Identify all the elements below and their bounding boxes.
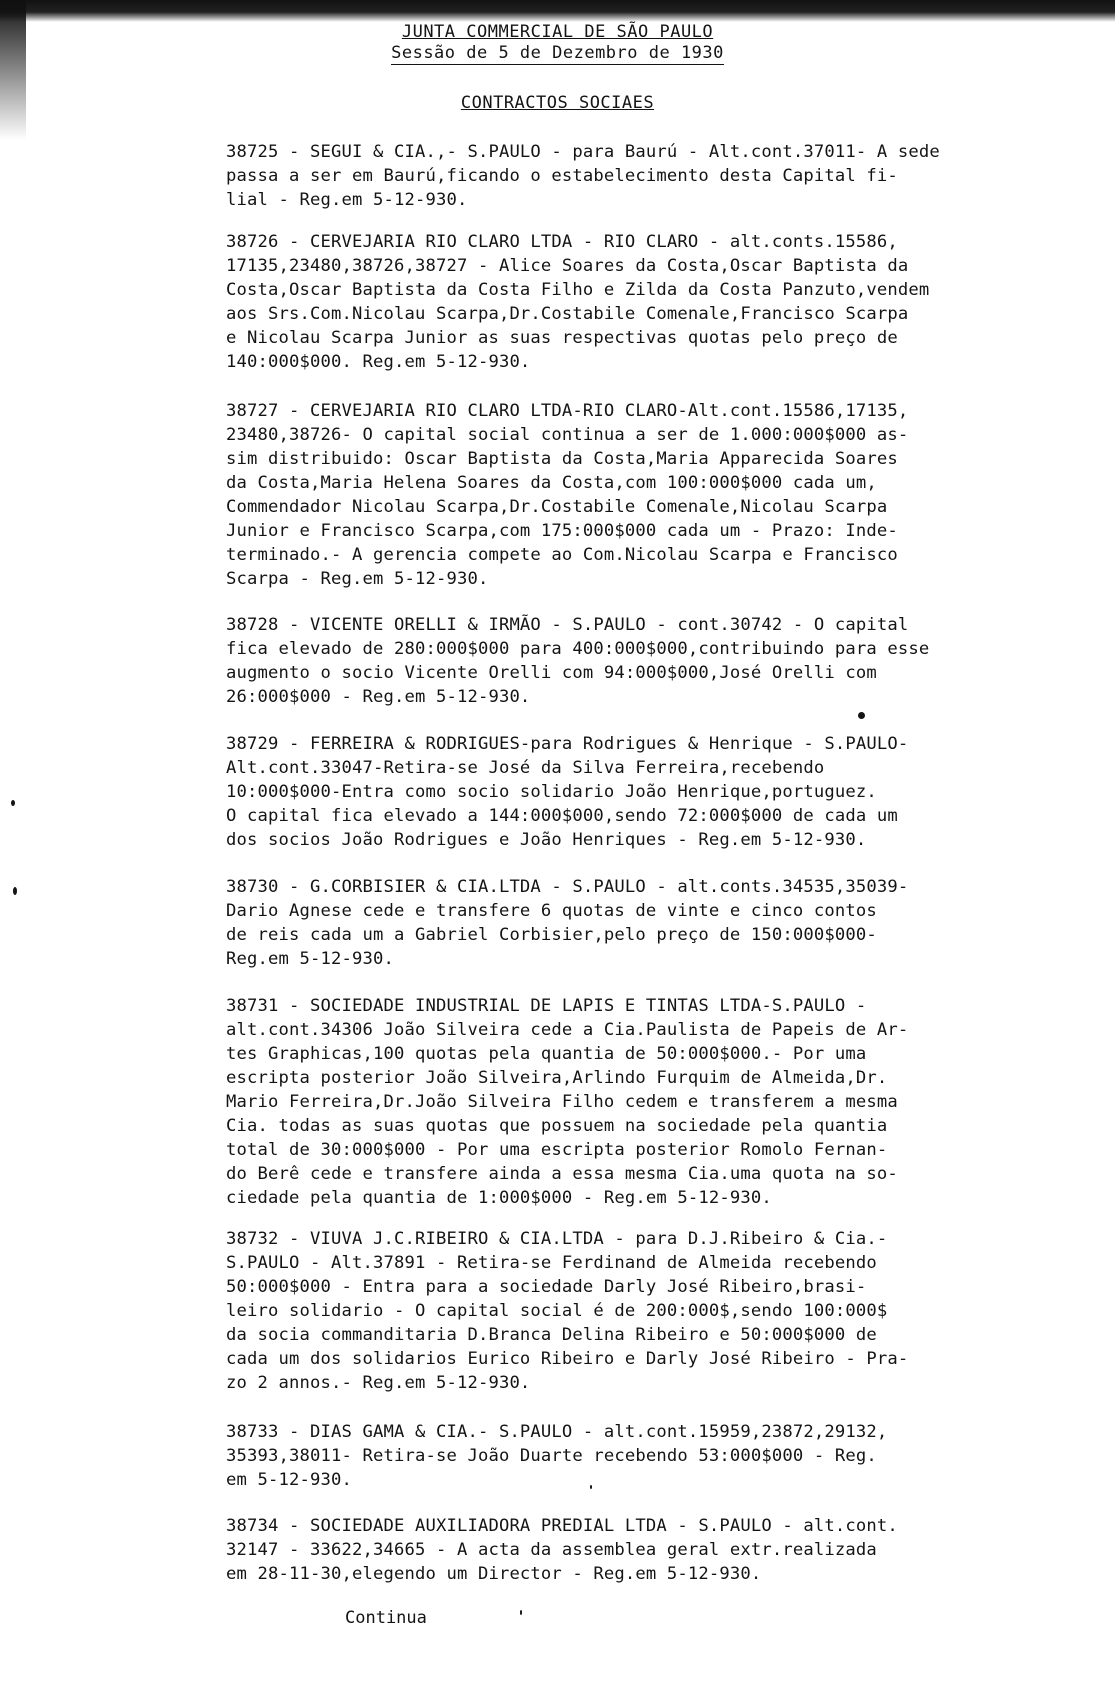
- entry-line: Junior e Francisco Scarpa,com 175:000$000 cada um - Prazo: Inde-: [226, 521, 898, 541]
- header-title: [0, 22, 1115, 42]
- entry-line: sim distribuido: Oscar Baptista da Costa,Maria Apparecida Soares: [226, 449, 898, 469]
- ink-speck: [13, 887, 17, 895]
- entry-line: em 5-12-930.: [226, 1470, 352, 1490]
- entry-line: do Berê cede e transfere ainda a essa mesma Cia.uma quota na so-: [226, 1164, 898, 1184]
- entry-line: aos Srs.Com.Nicolau Scarpa,Dr.Costabile Comenale,Francisco Scarpa: [226, 304, 909, 324]
- entry-line: Alt.cont.33047-Retira-se José da Silva Ferreira,recebendo: [226, 758, 825, 778]
- entry-line: em 28-11-30,elegendo um Director - Reg.em 5-12-930.: [226, 1564, 762, 1584]
- entry-line: Mario Ferreira,Dr.João Silveira Filho cedem e transferem a mesma: [226, 1092, 898, 1112]
- entry-line: dos socios João Rodrigues e João Henriques - Reg.em 5-12-930.: [226, 830, 867, 850]
- entry-line: tes Graphicas,100 quotas pela quantia de 50:000$000.- Por uma: [226, 1044, 867, 1064]
- entry-line: augmento o socio Vicente Orelli com 94:000$000,José Orelli com: [226, 663, 877, 683]
- entry-38725: [226, 140, 1006, 212]
- entry-line: alt.cont.34306 João Silveira cede a Cia.Paulista de Papeis de Ar-: [226, 1020, 909, 1040]
- entry-line: 38726 - CERVEJARIA RIO CLARO LTDA - RIO CLARO - alt.conts.15586,: [226, 232, 898, 252]
- entry-line: 38727 - CERVEJARIA RIO CLARO LTDA-RIO CLARO-Alt.cont.15586,17135,: [226, 401, 909, 421]
- header-session-text: Sessão de 5 de Dezembro de 1930: [391, 43, 724, 63]
- entry-line: 26:000$000 - Reg.em 5-12-930.: [226, 687, 531, 707]
- entry-line: cada um dos solidarios Eurico Ribeiro e Darly José Ribeiro - Pra-: [226, 1349, 909, 1369]
- entry-line: 50:000$000 - Entra para a sociedade Darly José Ribeiro,brasi-: [226, 1277, 867, 1297]
- entry-line: e Nicolau Scarpa Junior as suas respectivas quotas pelo preço de: [226, 328, 898, 348]
- entry-line: 17135,23480,38726,38727 - Alice Soares da Costa,Oscar Baptista da: [226, 256, 909, 276]
- entry-line: zo 2 annos.- Reg.em 5-12-930.: [226, 1373, 531, 1393]
- entry-line: Costa,Oscar Baptista da Costa Filho e Zilda da Costa Panzuto,vendem: [226, 280, 930, 300]
- entry-line: 38734 - SOCIEDADE AUXILIADORA PREDIAL LTDA - S.PAULO - alt.cont.: [226, 1516, 898, 1536]
- scan-border-left: [0, 0, 26, 140]
- section-title-text: CONTRACTOS SOCIAES: [460, 93, 655, 113]
- scan-border-top: [0, 0, 1115, 22]
- entry-38730: [226, 875, 1006, 971]
- entry-38727: [226, 399, 1006, 591]
- entry-line: da Costa,Maria Helena Soares da Costa,com 100:000$000 cada um,: [226, 473, 877, 493]
- continua-footer: Continua: [345, 1608, 427, 1628]
- entry-line: Cia. todas as suas quotas que possuem na sociedade pela quantia: [226, 1116, 888, 1136]
- entry-line: total de 30:000$000 - Por uma escripta posterior Romolo Fernan-: [226, 1140, 888, 1160]
- entry-38733: [226, 1420, 1006, 1492]
- header-title-text: JUNTA COMMERCIAL DE SÃO PAULO: [401, 22, 714, 42]
- entry-line: 35393,38011- Retira-se João Duarte recebendo 53:000$000 - Reg.: [226, 1446, 877, 1466]
- entry-38734: [226, 1514, 1006, 1586]
- entry-line: Dario Agnese cede e transfere 6 quotas de vinte e cinco contos: [226, 901, 877, 921]
- ink-speck: [11, 800, 15, 806]
- entry-line: de reis cada um a Gabriel Corbisier,pelo preço de 150:000$000-: [226, 925, 877, 945]
- entry-line: passa a ser em Baurú,ficando o estabelecimento desta Capital fi-: [226, 166, 898, 186]
- entry-line: 38732 - VIUVA J.C.RIBEIRO & CIA.LTDA - para D.J.Ribeiro & Cia.-: [226, 1229, 888, 1249]
- ink-speck: [590, 1485, 592, 1489]
- entry-line: 38728 - VICENTE ORELLI & IRMÃO - S.PAULO - cont.30742 - O capital: [226, 615, 909, 635]
- entry-line: 38733 - DIAS GAMA & CIA.- S.PAULO - alt.cont.15959,23872,29132,: [226, 1422, 888, 1442]
- entry-38732: [226, 1227, 1006, 1395]
- entry-line: terminado.- A gerencia compete ao Com.Nicolau Scarpa e Francisco: [226, 545, 898, 565]
- entry-38731: [226, 994, 1006, 1210]
- entry-line: 38725 - SEGUI & CIA.,- S.PAULO - para Baurú - Alt.cont.37011- A sede: [226, 142, 940, 162]
- entry-38726: [226, 230, 1006, 374]
- entry-line: da socia commanditaria D.Branca Delina Ribeiro e 50:000$000 de: [226, 1325, 877, 1345]
- entry-line: Scarpa - Reg.em 5-12-930.: [226, 569, 489, 589]
- entry-line: Commendador Nicolau Scarpa,Dr.Costabile Comenale,Nicolau Scarpa: [226, 497, 888, 517]
- section-title: [0, 93, 1115, 113]
- entry-line: ciedade pela quantia de 1:000$000 - Reg.em 5-12-930.: [226, 1188, 772, 1208]
- ink-speck: [858, 712, 865, 719]
- entry-line: Reg.em 5-12-930.: [226, 949, 394, 969]
- entry-line: O capital fica elevado a 144:000$000,sendo 72:000$000 de cada um: [226, 806, 898, 826]
- entry-line: 38729 - FERREIRA & RODRIGUES-para Rodrigues & Henrique - S.PAULO-: [226, 734, 909, 754]
- entry-line: S.PAULO - Alt.37891 - Retira-se Ferdinand de Almeida recebendo: [226, 1253, 877, 1273]
- header-session: [0, 43, 1115, 63]
- entry-line: leiro solidario - O capital social é de 200:000$,sendo 100:000$: [226, 1301, 888, 1321]
- entry-line: 23480,38726- O capital social continua a ser de 1.000:000$000 as-: [226, 425, 909, 445]
- entry-line: 38731 - SOCIEDADE INDUSTRIAL DE LAPIS E TINTAS LTDA-S.PAULO -: [226, 996, 867, 1016]
- entry-line: 140:000$000. Reg.em 5-12-930.: [226, 352, 531, 372]
- entry-line: escripta posterior João Silveira,Arlindo Furquim de Almeida,Dr.: [226, 1068, 888, 1088]
- ink-speck: [520, 1610, 522, 1615]
- entry-line: 32147 - 33622,34665 - A acta da assemblea geral extr.realizada: [226, 1540, 877, 1560]
- entry-line: fica elevado de 280:000$000 para 400:000$000,contribuindo para esse: [226, 639, 930, 659]
- entry-38729: [226, 732, 1006, 852]
- entry-38728: [226, 613, 1006, 709]
- entry-line: 38730 - G.CORBISIER & CIA.LTDA - S.PAULO - alt.conts.34535,35039-: [226, 877, 909, 897]
- entry-line: 10:000$000-Entra como socio solidario João Henrique,portuguez.: [226, 782, 877, 802]
- entry-line: lial - Reg.em 5-12-930.: [226, 190, 468, 210]
